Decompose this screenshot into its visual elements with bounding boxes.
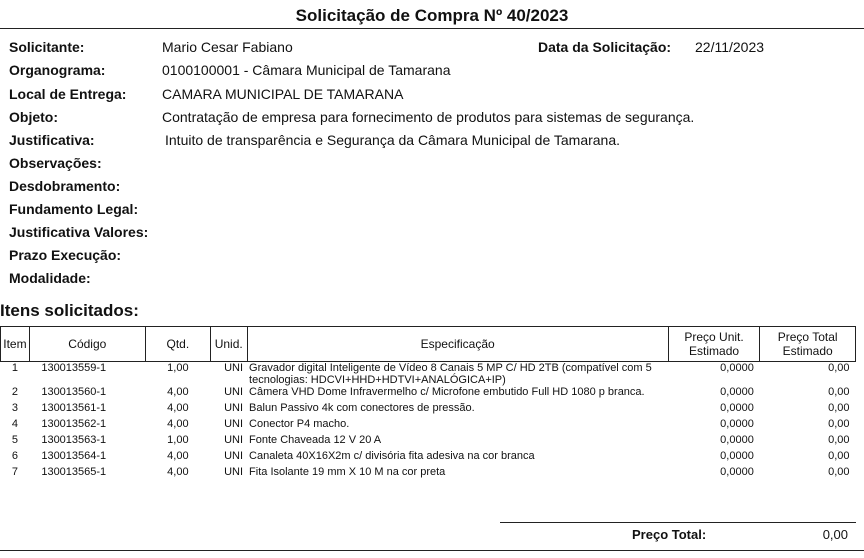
- items-table-header: [1, 327, 856, 362]
- cell-codigo: 130013562-1: [41, 418, 107, 430]
- col-item: Item: [1, 327, 30, 362]
- solicitante-label: Solicitante:: [9, 39, 85, 55]
- desdobramento-label: Desdobramento:: [9, 178, 121, 194]
- cell-codigo: 130013559-1: [41, 362, 107, 374]
- col-especificacao: Especificação: [247, 327, 668, 362]
- cell-item: 2: [11, 386, 18, 398]
- col-preco-unit: [668, 327, 760, 362]
- cell-preco-unit: 0,0000: [720, 418, 754, 430]
- cell-especificacao: Balun Passivo 4k com conectores de pressão.: [249, 402, 475, 414]
- col-preco-total-line1: Preço Total: [777, 330, 838, 344]
- cell-unid: UNI: [224, 402, 244, 414]
- cell-preco-total: 0,00: [828, 418, 850, 430]
- cell-codigo: 130013564-1: [41, 450, 107, 462]
- preco-total-label: Preço Total:: [632, 527, 707, 542]
- cell-qtd: 1,00: [167, 362, 189, 374]
- cell-especificacao: Canaleta 40X16X2m c/ divisória fita adesiva na cor branca: [249, 450, 535, 462]
- cell-preco-unit: 0,0000: [720, 434, 754, 446]
- cell-preco-unit: 0,0000: [720, 466, 754, 478]
- cell-unid: UNI: [224, 418, 244, 430]
- cell-item: 3: [11, 402, 18, 414]
- cell-unid: UNI: [224, 466, 244, 478]
- organograma-value: 0100100001 - Câmara Municipal de Tamarana: [162, 62, 451, 78]
- local-entrega-label: Local de Entrega:: [9, 86, 127, 102]
- cell-preco-total: 0,00: [828, 466, 850, 478]
- table-row: [1, 450, 856, 466]
- table-row: [1, 418, 856, 434]
- cell-unid: UNI: [224, 362, 244, 374]
- modalidade-label: Modalidade:: [9, 270, 91, 286]
- page-title: Solicitação de Compra Nº 40/2023: [295, 6, 569, 25]
- top-divider: [0, 28, 864, 29]
- cell-qtd: 1,00: [167, 434, 189, 446]
- cell-preco-unit: 0,0000: [720, 402, 754, 414]
- cell-preco-unit: 0,0000: [720, 386, 754, 398]
- cell-qtd: 4,00: [167, 386, 189, 398]
- items-section-title: Itens solicitados:: [0, 301, 139, 320]
- table-row: [1, 434, 856, 450]
- col-unid: Unid.: [210, 327, 247, 362]
- col-preco-total: [760, 327, 856, 362]
- cell-especificacao: Fita Isolante 19 mm X 10 M na cor preta: [249, 466, 446, 478]
- table-row: [1, 386, 856, 402]
- bottom-divider: [0, 550, 864, 551]
- preco-total-value: 0,00: [822, 527, 848, 542]
- table-row: [1, 402, 856, 418]
- cell-especificacao: Gravador digital Inteligente de Vídeo 8 Canais 5 MP C/ HD 2TB (compatível com 5 tecnologias: HDCVI+HHD+HDTVI+ANALÓGICA+IP): [249, 362, 652, 386]
- prazo-execucao-label: Prazo Execução:: [9, 247, 122, 263]
- col-preco-total-line2: Estimado: [782, 344, 833, 358]
- table-row: [1, 362, 856, 387]
- fundamento-legal-label: Fundamento Legal:: [9, 201, 139, 217]
- col-qtd: Qtd.: [145, 327, 210, 362]
- cell-preco-unit: 0,0000: [720, 450, 754, 462]
- cell-codigo: 130013560-1: [41, 386, 107, 398]
- cell-qtd: 4,00: [167, 450, 189, 462]
- cell-item: 7: [11, 466, 18, 478]
- objeto-value: Contratação de empresa para fornecimento de produtos para sistemas de segurança.: [162, 109, 695, 125]
- data-solicitacao-value: 22/11/2023: [695, 39, 765, 55]
- cell-preco-total: 0,00: [828, 386, 850, 398]
- col-preco-unit-line2: Estimado: [689, 344, 740, 358]
- cell-unid: UNI: [224, 386, 244, 398]
- total-divider: [500, 522, 856, 523]
- cell-codigo: 130013561-1: [41, 402, 107, 414]
- cell-preco-total: 0,00: [828, 402, 850, 414]
- cell-qtd: 4,00: [167, 418, 189, 430]
- solicitante-value: Mario Cesar Fabiano: [162, 39, 293, 55]
- cell-preco-total: 0,00: [828, 362, 850, 374]
- col-codigo: Código: [29, 327, 145, 362]
- cell-item: 6: [11, 450, 18, 462]
- data-solicitacao-label: Data da Solicitação:: [538, 39, 672, 55]
- cell-preco-total: 0,00: [828, 434, 850, 446]
- col-preco-unit-line1: Preço Unit.: [684, 330, 744, 344]
- observacoes-label: Observações:: [9, 155, 102, 171]
- objeto-label: Objeto:: [9, 109, 58, 125]
- cell-unid: UNI: [224, 434, 244, 446]
- local-entrega-value: CAMARA MUNICIPAL DE TAMARANA: [162, 86, 404, 102]
- justificativa-valores-label: Justificativa Valores:: [9, 224, 149, 240]
- cell-especificacao: Fonte Chaveada 12 V 20 A: [249, 434, 382, 446]
- table-row: [1, 466, 856, 482]
- cell-preco-total: 0,00: [828, 450, 850, 462]
- cell-qtd: 4,00: [167, 402, 189, 414]
- cell-especificacao: Câmera VHD Dome Infravermelho c/ Microfone embutido Full HD 1080 p branca.: [249, 386, 645, 398]
- cell-item: 1: [11, 362, 18, 374]
- cell-codigo: 130013565-1: [41, 466, 107, 478]
- cell-item: 5: [11, 434, 18, 446]
- justificativa-value: Intuito de transparência e Segurança da Câmara Municipal de Tamarana.: [165, 132, 621, 148]
- cell-qtd: 4,00: [167, 466, 189, 478]
- cell-codigo: 130013563-1: [41, 434, 107, 446]
- cell-unid: UNI: [224, 450, 244, 462]
- organograma-label: Organograma:: [9, 62, 106, 78]
- cell-especificacao: Conector P4 macho.: [249, 418, 350, 430]
- justificativa-label: Justificativa:: [9, 132, 95, 148]
- items-table: [0, 326, 856, 482]
- cell-preco-unit: 0,0000: [720, 362, 754, 374]
- cell-item: 4: [11, 418, 18, 430]
